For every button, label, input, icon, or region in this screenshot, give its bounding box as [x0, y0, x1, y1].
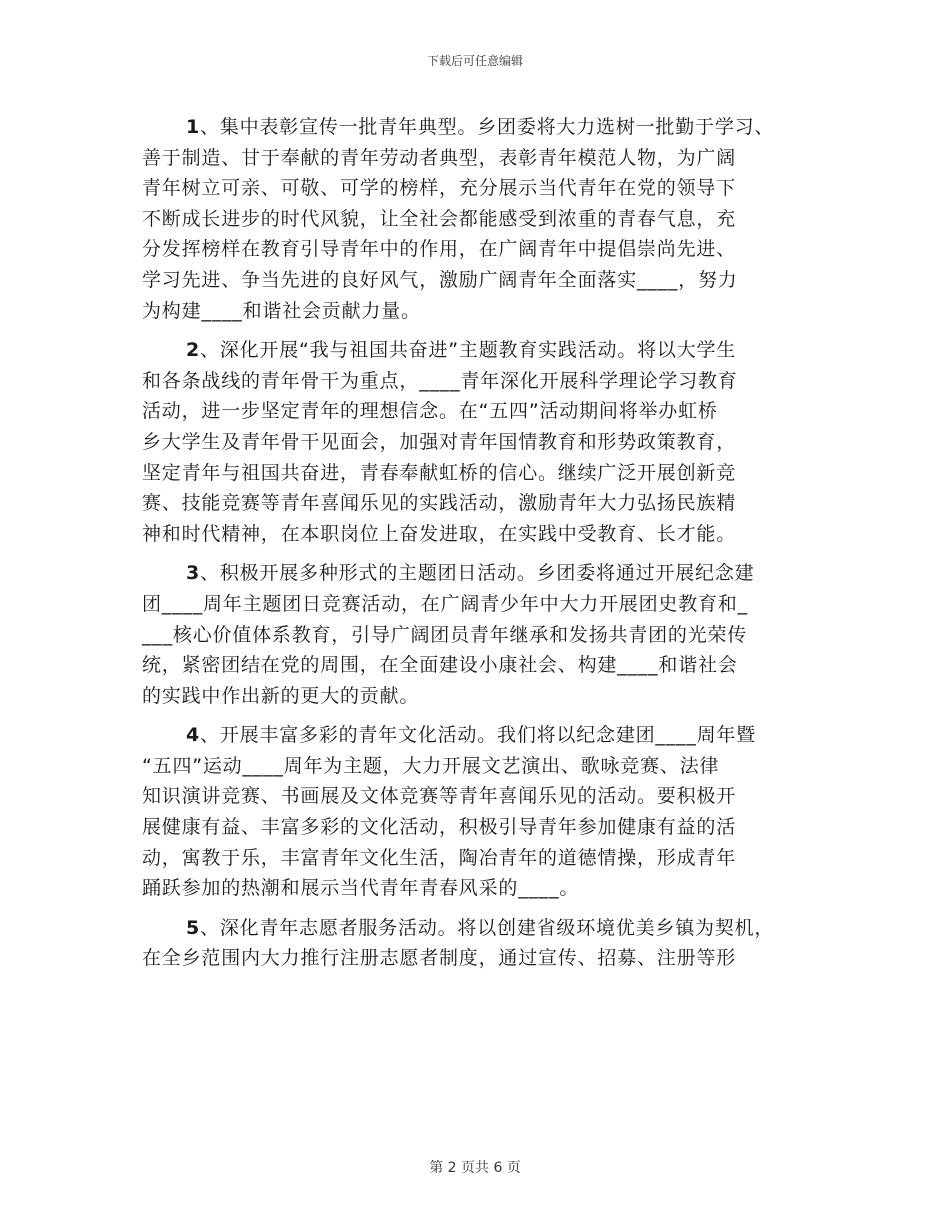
- paragraph-line: 和各条战线的青年骨干为重点，____青年深化开展科学理论学习教育: [142, 369, 738, 392]
- paragraph-line: 分发挥榜样在教育引导青年中的作用，在广阔青年中提倡崇尚先进、: [142, 238, 737, 261]
- paragraph-line: 踊跃参加的热潮和展示当代青年青春风采的____。: [142, 877, 580, 900]
- paragraph-line: 善于制造、甘于奉献的青年劳动者典型，表彰青年模范人物，为广阔: [142, 146, 737, 169]
- paragraph-first-line: 3、积极开展多种形式的主题团日活动。乡团委将通过开展纪念建: [186, 562, 755, 585]
- paragraph-line: 学习先进、争当先进的良好风气，激励广阔青年全面落实____，努力: [142, 268, 738, 291]
- paragraph-line: 知识演讲竞赛、书画展及文体竞赛等青年喜闻乐见的活动。要积极开: [142, 785, 737, 808]
- list-number: 2: [186, 339, 201, 362]
- paragraph-line: 动，寓教于乐，丰富青年文化生活，陶冶青年的道德情操，形成青年: [142, 846, 737, 869]
- list-number: 1: [186, 116, 201, 138]
- document-body: [142, 112, 802, 974]
- list-number: 5: [186, 916, 201, 939]
- list-number: 4: [186, 724, 201, 747]
- paragraph-line: 乡大学生及青年骨干见面会，加强对青年国情教育和形势政策教育，: [142, 430, 737, 453]
- page-header: 下载后可任意编辑: [426, 54, 523, 68]
- paragraph-line: 神和时代精神，在本职岗位上奋发进取，在实践中受教育、长才能。: [142, 522, 737, 545]
- paragraph-line: 在全乡范围内大力推行注册志愿者制度，通过宣传、招募、注册等形: [142, 947, 737, 970]
- paragraph-line: 活动，进一步坚定青年的理想信念。在“五四”活动期间将举办虹桥: [142, 400, 718, 423]
- page-footer: 第 2 页共 6 页: [429, 1160, 521, 1176]
- paragraph-line: 的实践中作出新的更大的贡献。: [142, 684, 420, 707]
- list-number: 3: [186, 562, 201, 585]
- paragraph-line: ___核心价值体系教育，引导广阔团员青年继承和发扬共青团的光荣传: [142, 623, 748, 646]
- paragraph-line: 团____周年主题团日竞赛活动，在广阔青少年中大力开展团史教育和_: [142, 592, 748, 615]
- paragraph-line: 统，紧密团结在党的周围，在全面建设小康社会、构建____和谐社会: [142, 654, 738, 677]
- paragraph-line: 坚定青年与祖国共奋进，青春奉献虹桥的信心。继续广泛开展创新竞: [142, 461, 737, 484]
- paragraph-line: 不断成长进步的时代风貌，让全社会都能感受到浓重的青春气息，充: [142, 207, 737, 230]
- paragraph-line: 展健康有益、丰富多彩的文化活动，积极引导青年参加健康有益的活: [142, 816, 737, 839]
- paragraph-first-line: 2、深化开展“我与祖国共奋进”主题教育实践活动。将以大学生: [186, 339, 737, 362]
- paragraph-first-line: 1、集中表彰宣传一批青年典型。乡团委将大力选树一批勤于学习、: [186, 116, 775, 138]
- paragraph-line: 为构建____和谐社会贡献力量。: [142, 299, 421, 322]
- paragraph-first-line: 5、深化青年志愿者服务活动。将以创建省级环境优美乡镇为契机，: [186, 916, 775, 939]
- paragraph-line: 青年树立可亲、可敬、可学的榜样，充分展示当代青年在党的领导下: [142, 177, 737, 200]
- paragraph-line: 赛、技能竞赛等青年喜闻乐见的实践活动，激励青年大力弘扬民族精: [142, 492, 737, 515]
- paragraph-first-line: 4、开展丰富多彩的青年文化活动。我们将以纪念建团____周年暨: [186, 724, 757, 747]
- paragraph-line: “五四”运动____周年为主题，大力开展文艺演出、歌咏竞赛、法律: [142, 754, 720, 777]
